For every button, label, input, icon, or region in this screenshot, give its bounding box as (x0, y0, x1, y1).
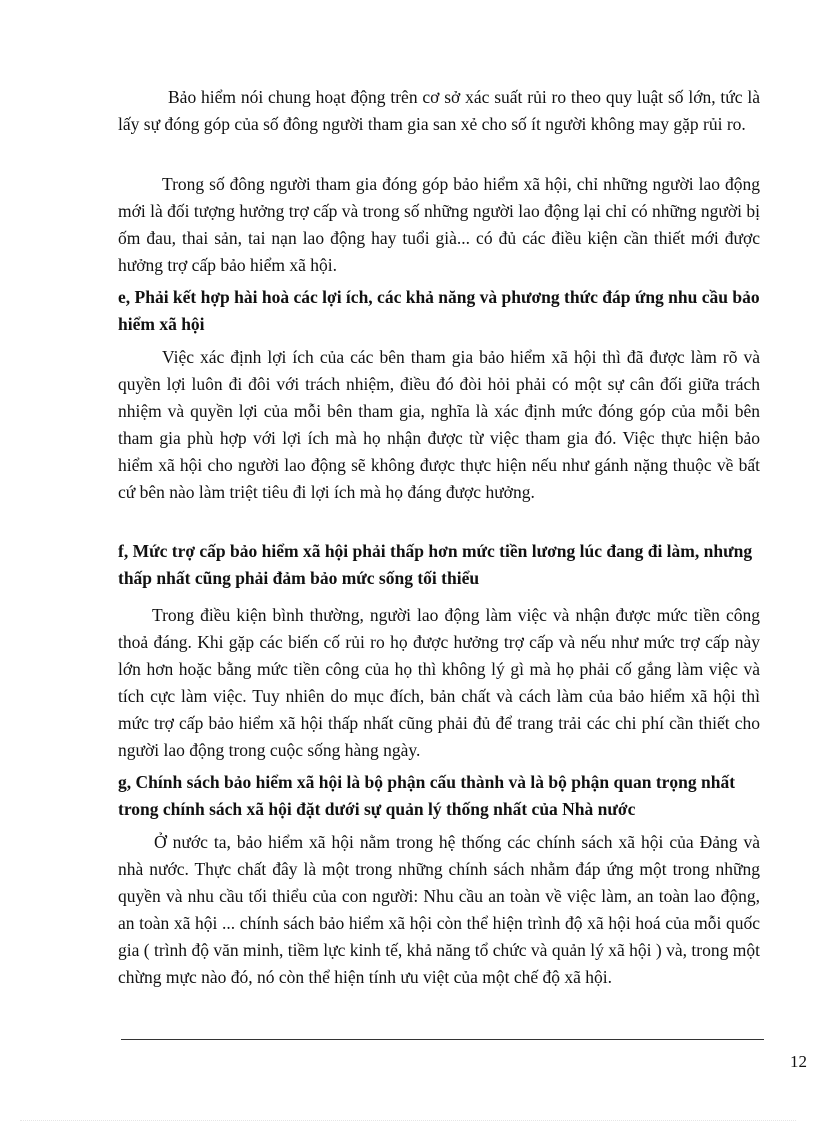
paragraph: Bảo hiểm nói chung hoạt động trên cơ sở xác suất rủi ro theo quy luật số lớn, tức là lấy sự đóng góp của số đông người tham gia san xẻ cho số ít người không may gặp rủi ro. (118, 87, 760, 134)
section-heading-e: e, Phải kết hợp hài hoà các lợi ích, các khả năng và phương thức đáp ứng nhu cầu bảo hiểm xã hội (118, 287, 760, 334)
footer-rule (121, 1039, 764, 1040)
paragraph: Việc xác định lợi ích của các bên tham gia bảo hiểm xã hội thì đã được làm rõ và quyền lợi luôn đi đôi với trách nhiệm, điều đó đòi hỏi phải có một sự cân đối giữa trách nhiệm và quyền lợi của mỗi bên tham gia, nghĩa là xác định mức đóng góp của mỗi bên tham gia phù hợp với lợi ích mà họ nhận được từ việc tham gia đó. Việc thực hiện bảo hiểm xã hội cho người lao động sẽ không được thực hiện nếu như gánh nặng thuộc về bất cứ bên nào làm triệt tiêu đi lợi ích mà họ đáng được hưởng. (118, 347, 760, 502)
section-heading-g: g, Chính sách bảo hiểm xã hội là bộ phận cấu thành và là bộ phận quan trọng nhất trong chính sách xã hội đặt dưới sự quản lý thống nhất của Nhà nước (118, 772, 736, 819)
page-number: 12 (790, 1052, 807, 1071)
page-bottom-border (20, 1120, 796, 1121)
section-heading-f: f, Mức trợ cấp bảo hiểm xã hội phải thấp hơn mức tiền lương lúc đang đi làm, nhưng thấp nhất cũng phải đảm bảo mức sống tối thiểu (118, 541, 753, 588)
paragraph: Trong điều kiện bình thường, người lao động làm việc và nhận được mức tiền công thoả đáng. Khi gặp các biến cố rủi ro họ được hưởng trợ cấp và nếu như mức trợ cấp này lớn hơn hoặc bằng mức tiền công của họ thì không lý gì mà họ phải cố gắng làm việc và tích cực làm việc. Tuy nhiên do mục đích, bản chất và cách làm của bảo hiểm xã hội thì mức trợ cấp bảo hiểm xã hội thấp nhất cũng phải đủ để trang trải các chi phí cần thiết cho người lao động trong cuộc sống hàng ngày. (118, 605, 760, 760)
paragraph: Ở nước ta, bảo hiểm xã hội nằm trong hệ thống các chính sách xã hội của Đảng và nhà nước. Thực chất đây là một trong những chính sách nhằm đáp ứng một trong những quyền và nhu cầu tối thiểu của con người: Nhu cầu an toàn về việc làm, an toàn lao động, an toàn xã hội ... chính sách bảo hiểm xã hội còn thể hiện trình độ xã hội hoá của mỗi quốc gia ( trình độ văn minh, tiềm lực kinh tế, khả năng tổ chức và quản lý xã hội ) và, trong một chừng mực nào đó, nó còn thể hiện tính ưu việt của một chế độ xã hội. (118, 832, 760, 987)
paragraph: Trong số đông người tham gia đóng góp bảo hiểm xã hội, chỉ những người lao động mới là đối tượng hưởng trợ cấp và trong số những người lao động lại chỉ có những người bị ốm đau, thai sản, tai nạn lao động hay tuổi già... có đủ các điều kiện cần thiết mới được hưởng trợ cấp bảo hiểm xã hội. (118, 174, 760, 275)
